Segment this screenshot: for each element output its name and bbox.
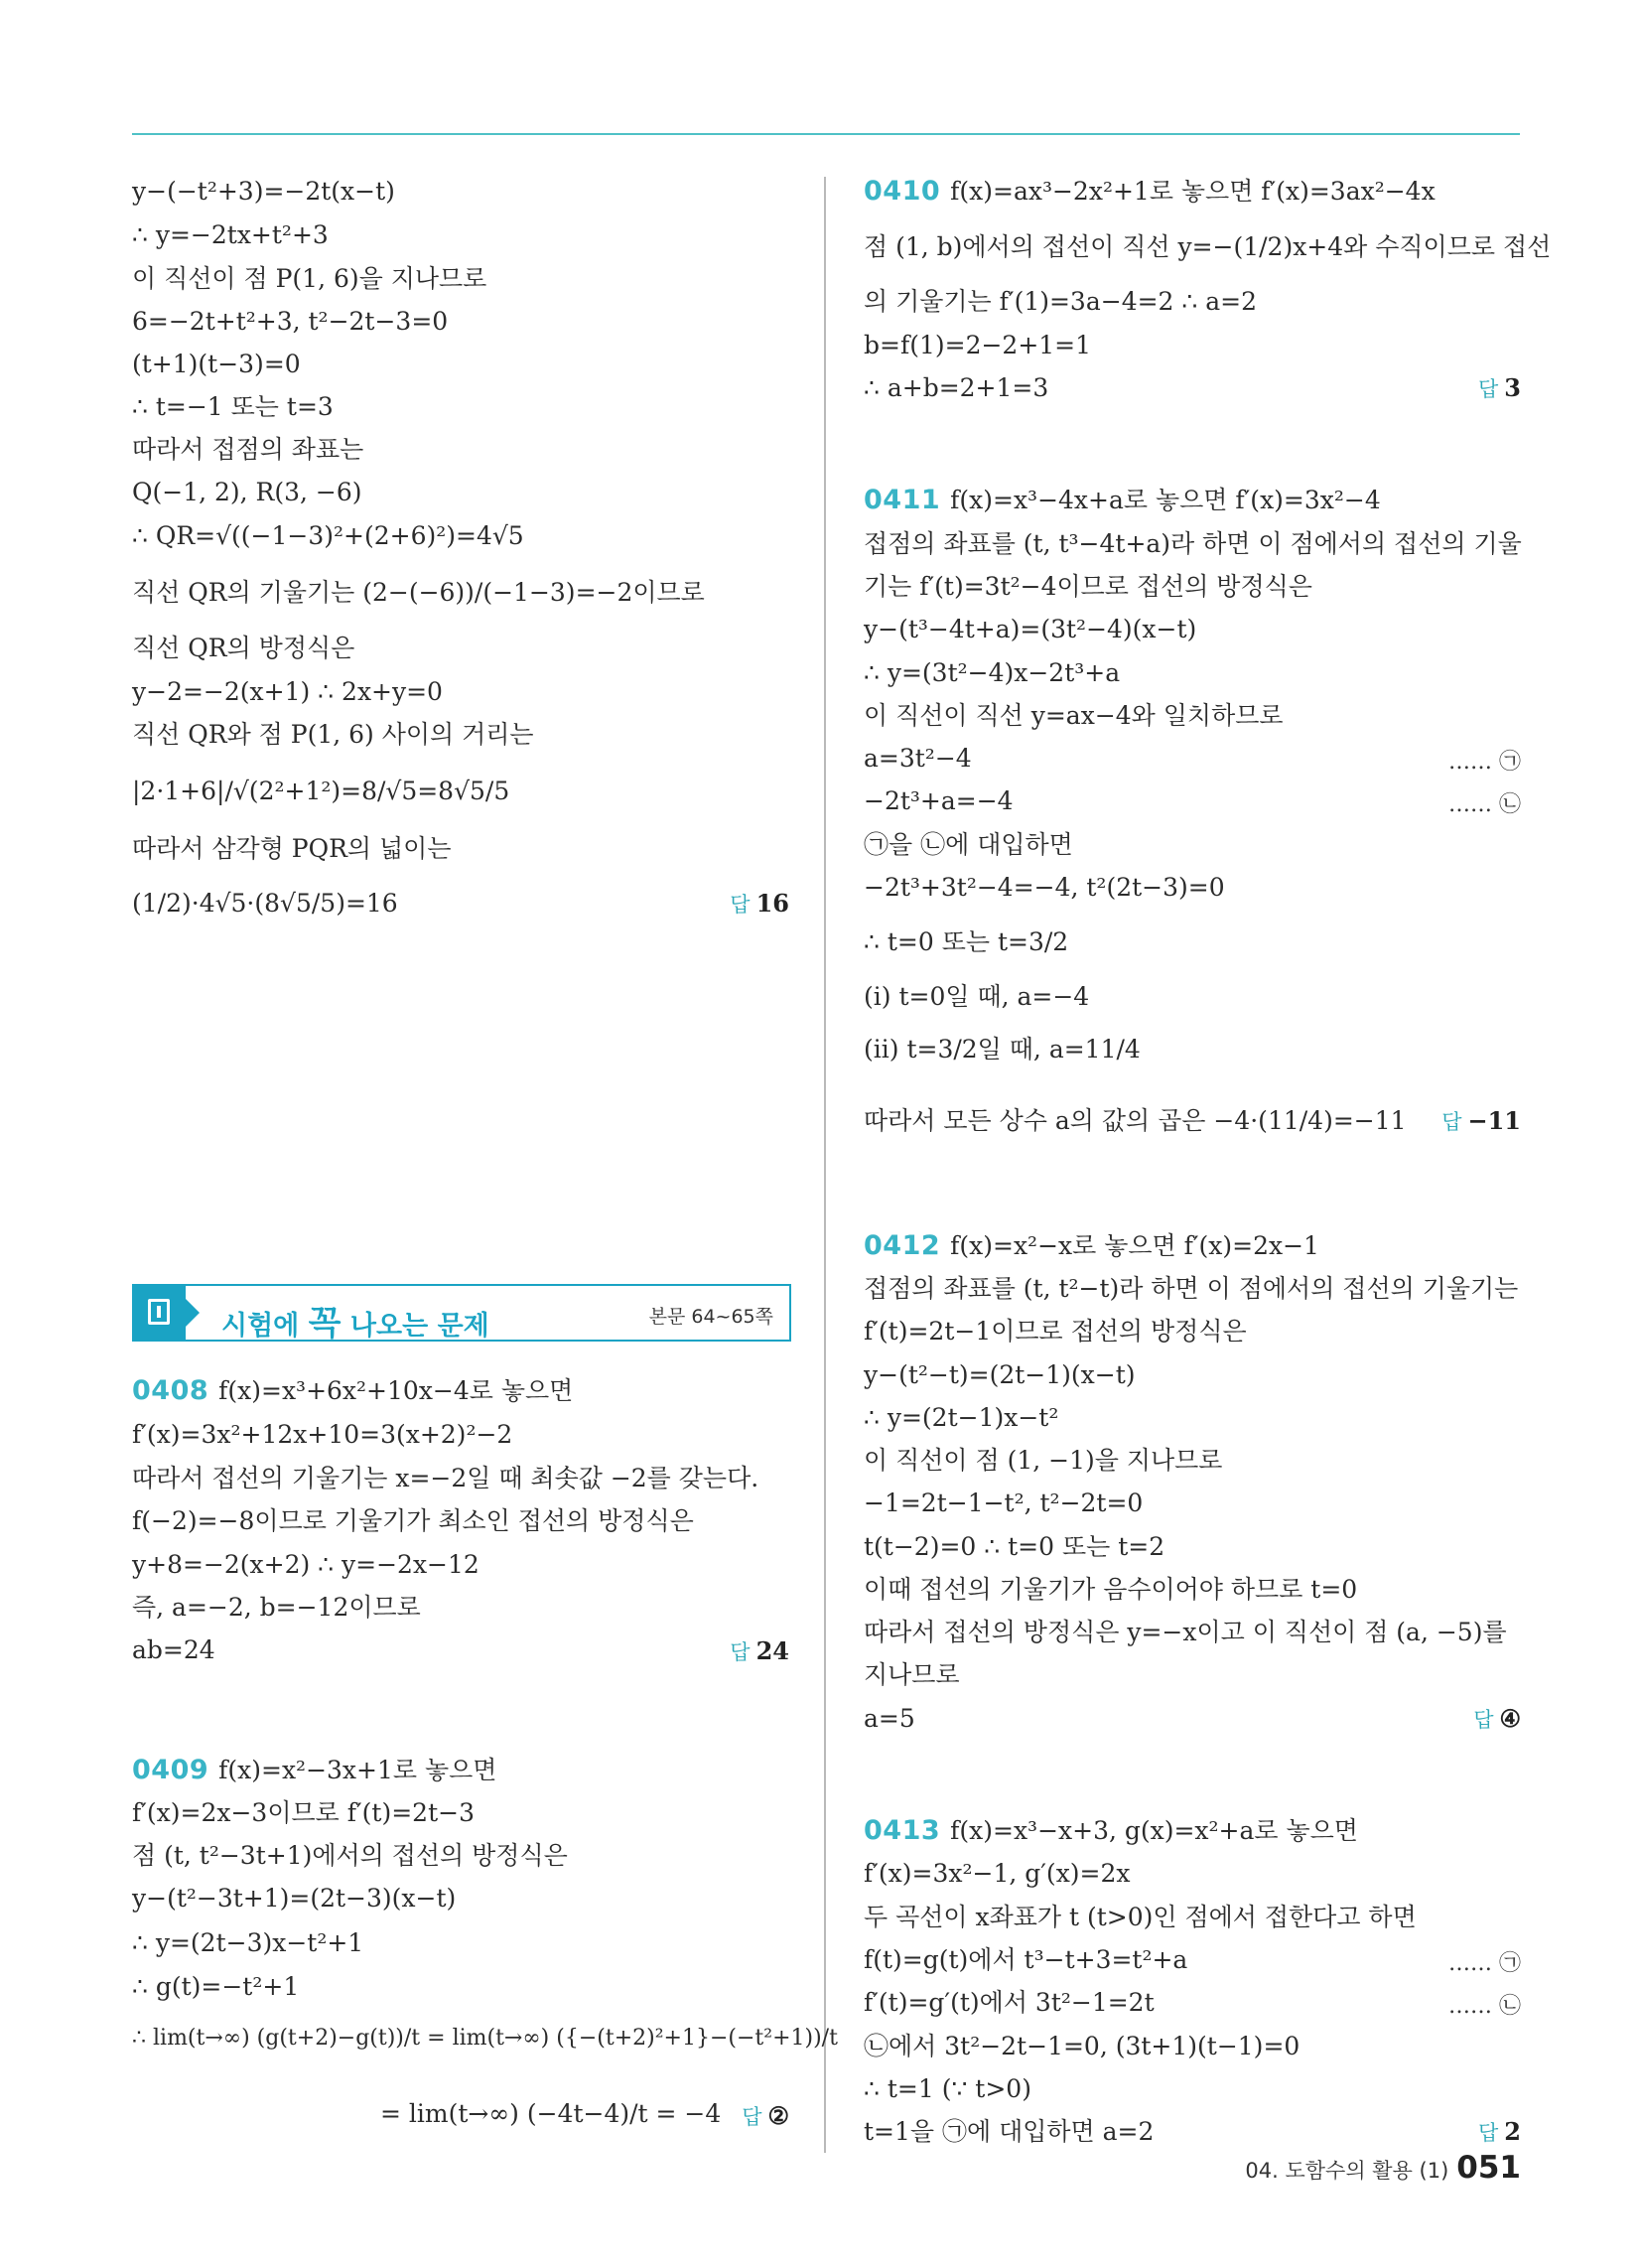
text-line: 따라서 모든 상수 a의 값의 곱은 −4·(11/4)=−11 xyxy=(864,1106,1407,1135)
equation-mark: …… ㉠ xyxy=(1448,750,1521,775)
text-line: 따라서 삼각형 PQR의 넓이는 xyxy=(132,834,452,863)
text-line: ab=24 xyxy=(132,1635,215,1664)
chapter-label: 04. 도함수의 활용 (1) xyxy=(1245,2159,1449,2183)
text-line: |2·1+6|/√(2²+1²)=8/√5=8√5/5 xyxy=(132,777,510,805)
text-line: 따라서 접선의 방정식은 y=−x이고 이 직선이 점 (a, −5)를 xyxy=(864,1618,1507,1646)
text-line: 기는 f′(t)=3t²−4이므로 접선의 방정식은 xyxy=(864,572,1312,601)
text-line: (ⅱ) t=3/2일 때, a=11/4 xyxy=(864,1035,1141,1063)
text-line: 이 직선이 점 (1, −1)을 지나므로 xyxy=(864,1446,1223,1475)
text-line: t=1을 ㉠에 대입하면 a=2 xyxy=(864,2117,1155,2146)
text-line: a=3t²−4 xyxy=(864,744,972,773)
text-line: 따라서 접선의 기울기는 x=−2일 때 최솟값 −2를 갖는다. xyxy=(132,1464,759,1492)
text-line: f′(t)=g′(t)에서 3t²−1=2t xyxy=(864,1988,1155,2017)
answer: 답 16 xyxy=(730,889,789,918)
top-rule xyxy=(132,133,1520,135)
problem-0413-head: 0413 f(x)=x³−x+3, g(x)=x²+a로 놓으면 xyxy=(864,1815,1358,1846)
banner-title: 시험에 꼭 나오는 문제 xyxy=(221,1304,489,1344)
problem-0408-head: 0408 f(x)=x³+6x²+10x−4로 놓으면 xyxy=(132,1375,574,1406)
banner-ref: 본문 64~65쪽 xyxy=(648,1306,773,1328)
text-line: ∴ t=1 (∵ t>0) xyxy=(864,2074,1031,2103)
text-line: −2t³+a=−4 xyxy=(864,786,1014,815)
text-line: t(t−2)=0 ∴ t=0 또는 t=2 xyxy=(864,1532,1165,1561)
text-line: 점 (1, b)에서의 접선이 직선 y=−(1/2)x+4와 수직이므로 접선 xyxy=(864,232,1552,261)
text-line: f′(x)=3x²−1, g′(x)=2x xyxy=(864,1859,1131,1888)
answer: 답 −11 xyxy=(1441,1106,1521,1135)
text-line: ∴ y=(2t−1)x−t² xyxy=(864,1403,1059,1432)
text-line: 접점의 좌표를 (t, t³−4t+a)라 하면 이 점에서의 접선의 기울 xyxy=(864,529,1522,558)
text-line: ∴ t=0 또는 t=3/2 xyxy=(864,927,1069,956)
text-line: 6=−2t+t²+3, t²−2t−3=0 xyxy=(132,307,449,336)
problem-number: 0413 xyxy=(864,1815,941,1846)
text-line: f′(x)=2x−3이므로 f′(t)=2t−3 xyxy=(132,1798,475,1827)
text-line: 이 직선이 직선 y=ax−4와 일치하므로 xyxy=(864,701,1284,730)
section-banner xyxy=(132,1284,791,1342)
text-line: 직선 QR와 점 P(1, 6) 사이의 거리는 xyxy=(132,720,534,749)
text-line: −2t³+3t²−4=−4, t²(2t−3)=0 xyxy=(864,873,1225,902)
text-line: (t+1)(t−3)=0 xyxy=(132,350,301,378)
text-line: y−2=−2(x+1) ∴ 2x+y=0 xyxy=(132,677,443,706)
problem-0411-head: 0411 f(x)=x³−4x+a로 놓으면 f′(x)=3x²−4 xyxy=(864,485,1381,515)
text-line: 지나므로 xyxy=(864,1660,960,1689)
text-line: y−(−t²+3)=−2t(x−t) xyxy=(132,177,395,206)
equation-mark: …… ㉡ xyxy=(1448,1994,1521,2019)
equation-mark: …… ㉠ xyxy=(1448,1951,1521,1976)
text-line: (1/2)·4√5·(8√5/5)=16 xyxy=(132,889,398,918)
text-line: y−(t²−t)=(2t−1)(x−t) xyxy=(864,1360,1136,1389)
text-line: a=5 xyxy=(864,1704,915,1733)
text-line: ∴ t=−1 또는 t=3 xyxy=(132,392,334,421)
book-icon xyxy=(134,1286,186,1340)
answer: 답 3 xyxy=(1478,373,1521,402)
text-line: 점 (t, t²−3t+1)에서의 접선의 방정식은 xyxy=(132,1841,568,1870)
equation-mark: …… ㉡ xyxy=(1448,792,1521,817)
text-line: ∴ y=(3t²−4)x−2t³+a xyxy=(864,658,1121,687)
text-line: 직선 QR의 방정식은 xyxy=(132,634,355,662)
text-line: ∴ y=(2t−3)x−t²+1 xyxy=(132,1928,364,1957)
problem-number: 0410 xyxy=(864,176,941,207)
text-line: ∴ y=−2tx+t²+3 xyxy=(132,220,329,249)
text-line: ∴ a+b=2+1=3 xyxy=(864,373,1049,402)
answer: 답 24 xyxy=(730,1636,789,1665)
problem-number: 0411 xyxy=(864,485,941,515)
problem-number: 0412 xyxy=(864,1230,941,1261)
text-line: f′(t)=2t−1이므로 접선의 방정식은 xyxy=(864,1317,1247,1346)
problem-0410-head: 0410 f(x)=ax³−2x²+1로 놓으면 f′(x)=3ax²−4x xyxy=(864,176,1436,207)
page-number: 051 xyxy=(1456,2150,1521,2186)
problem-0412-head: 0412 f(x)=x²−x로 놓으면 f′(x)=2x−1 xyxy=(864,1230,1319,1261)
page-footer xyxy=(1245,2150,1521,2186)
text-line: f(−2)=−8이므로 기울기가 최소인 접선의 방정식은 xyxy=(132,1506,694,1535)
text-line: ∴ lim(t→∞) (g(t+2)−g(t))/t = lim(t→∞) ({−(t+2)²+1}−(−t²+1))/t xyxy=(132,2026,838,2051)
text-line: 따라서 접점의 좌표는 xyxy=(132,435,364,464)
text-line: −1=2t−1−t², t²−2t=0 xyxy=(864,1488,1144,1517)
text-line: 즉, a=−2, b=−12이므로 xyxy=(132,1593,421,1622)
text-line: y−(t²−3t+1)=(2t−3)(x−t) xyxy=(132,1884,457,1913)
text-line: 접점의 좌표를 (t, t²−t)라 하면 이 점에서의 접선의 기울기는 xyxy=(864,1274,1519,1303)
text-line: 직선 QR의 기울기는 (2−(−6))/(−1−3)=−2이므로 xyxy=(132,578,705,607)
text-line: y−(t³−4t+a)=(3t²−4)(x−t) xyxy=(864,615,1197,643)
text-line: = lim(t→∞) (−4t−4)/t = −4 xyxy=(380,2099,722,2128)
text-line: ∴ g(t)=−t²+1 xyxy=(132,1972,300,2001)
text-line: 두 곡선이 x좌표가 t (t>0)인 점에서 접한다고 하면 xyxy=(864,1903,1417,1931)
text-line: 이때 접선의 기울기가 음수이어야 하므로 t=0 xyxy=(864,1575,1358,1604)
problem-number: 0408 xyxy=(132,1375,209,1406)
text-line: y+8=−2(x+2) ∴ y=−2x−12 xyxy=(132,1550,479,1579)
text-line: f(t)=g(t)에서 t³−t+3=t²+a xyxy=(864,1945,1188,1974)
text-line: Q(−1, 2), R(3, −6) xyxy=(132,478,362,506)
answer: 답 ④ xyxy=(1473,1704,1521,1733)
column-divider xyxy=(824,177,826,2153)
text-line: ㉠을 ㉡에 대입하면 xyxy=(864,830,1073,859)
text-line: b=f(1)=2−2+1=1 xyxy=(864,331,1092,359)
text-line: f′(x)=3x²+12x+10=3(x+2)²−2 xyxy=(132,1420,513,1449)
problem-number: 0409 xyxy=(132,1755,209,1785)
text-line: ㉡에서 3t²−2t−1=0, (3t+1)(t−1)=0 xyxy=(864,2032,1300,2060)
text-line: 이 직선이 점 P(1, 6)을 지나므로 xyxy=(132,264,487,293)
answer: 답 ② xyxy=(742,2101,789,2130)
problem-0409-head: 0409 f(x)=x²−3x+1로 놓으면 xyxy=(132,1755,497,1785)
text-line: (ⅰ) t=0일 때, a=−4 xyxy=(864,982,1090,1011)
answer: 답 2 xyxy=(1478,2117,1521,2146)
text-line: 의 기울기는 f′(1)=3a−4=2 ∴ a=2 xyxy=(864,287,1258,316)
text-line: ∴ QR=√((−1−3)²+(2+6)²)=4√5 xyxy=(132,521,524,550)
arrow-icon xyxy=(186,1299,200,1327)
